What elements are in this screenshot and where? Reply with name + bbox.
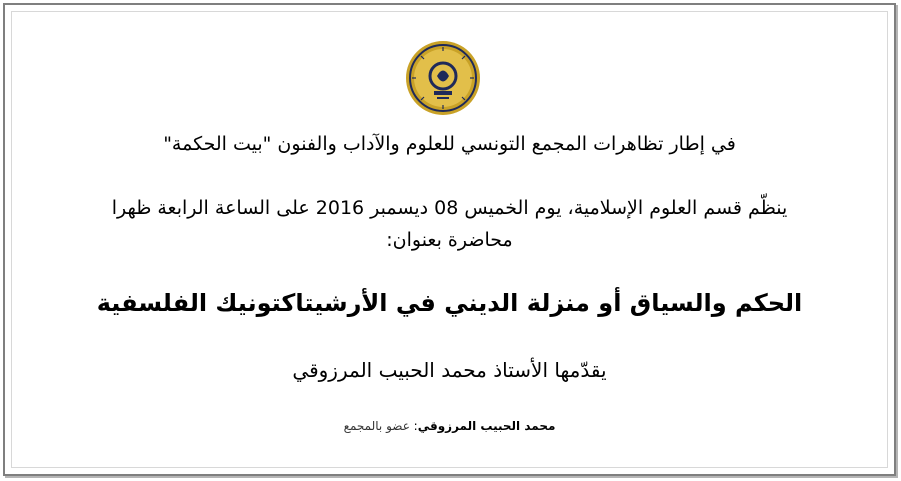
lecture-label: محاضرة بعنوان: xyxy=(386,229,513,251)
intro-line: في إطار تظاهرات المجمع التونسي للعلوم والآداب والفنون "بيت الحكمة" xyxy=(163,133,736,155)
bio-name: محمد الحبيب المرزوقي xyxy=(417,419,556,433)
presenter-bio xyxy=(5,419,894,433)
organizer-line: ينظّم قسم العلوم الإسلامية، يوم الخميس 08 ديسمبر 2016 على الساعة الرابعة ظهرا xyxy=(111,197,788,219)
page-frame xyxy=(3,3,896,476)
lecture-title: الحكم والسياق أو منزلة الديني في الأرشيتاكتونيك الفلسفية xyxy=(96,289,803,317)
bio-role: عضو بالمجمع xyxy=(343,419,410,433)
bio-separator: : xyxy=(409,419,418,433)
presenter-line: يقدّمها الأستاذ محمد الحبيب المرزوقي xyxy=(292,358,607,382)
beit-al-hikma-logo xyxy=(404,39,482,117)
